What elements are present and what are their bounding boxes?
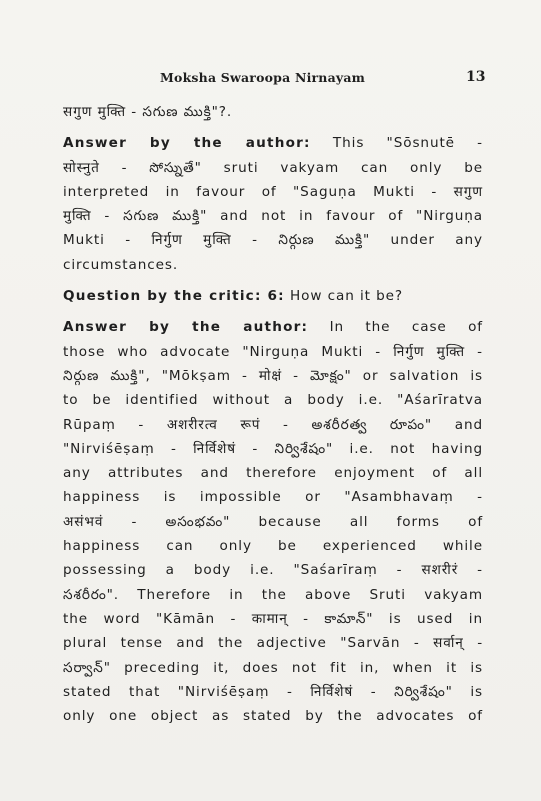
text-line: the word "Kāmān - कामान् - కామాన్" is used in <box>63 610 483 627</box>
text-line: సశరీరం". Therefore in the above Sruti vakyam <box>63 586 483 603</box>
text-line: Answer by the author: In the case of <box>63 319 483 336</box>
text-line: to be identified without a body i.e. "Aśarīratva <box>63 392 483 409</box>
paragraph-answer-2 <box>63 315 483 728</box>
text-line: stated that "Nirviśēṣaṃ - निर्विशेषं - నిర్విశేషం" is <box>63 683 483 700</box>
text-line: circumstances. <box>63 256 179 273</box>
text-line: interpreted in favour of "Saguṇa Mukti - सगुण <box>63 183 483 200</box>
text-line: సర్వాన్" preceding it, does not fit in, when it is <box>63 659 483 676</box>
text-line: any attributes and therefore enjoyment of all <box>63 465 483 482</box>
paragraph-answer-1 <box>63 131 483 277</box>
paragraph-question-6 <box>63 284 483 308</box>
question-heading: Question by the critic: 6: <box>63 288 285 305</box>
text-line: मुक्ति - సగుణ ముక్తి" and not in favour of "Nirguṇa <box>63 208 483 225</box>
text-line: Question by the critic: 6: How can it be? <box>63 288 403 305</box>
answer-heading: Answer by the author: <box>63 319 309 336</box>
paragraph-continuation <box>63 100 483 124</box>
text-line: only one object as stated by the advocates of <box>63 708 483 725</box>
text-line: Rūpaṃ - अशरीरत्व रूपं - అశరీరత్వ రూపం" and <box>63 416 483 433</box>
text-line: happiness is impossible or "Asambhavaṃ - <box>63 489 483 506</box>
page-number: 13 <box>466 69 486 85</box>
text-line: happiness can only be experienced while <box>63 538 483 555</box>
text-line: possessing a body i.e. "Saśarīraṃ - सशरीरं - <box>63 562 483 579</box>
text-line: నిర్గుణ ముక్తి", "Mōkṣam - मोक्षं - మోక్షం" or salvation is <box>63 367 483 384</box>
text-line: those who advocate "Nirguṇa Mukti - निर्गुण मुक्ति - <box>63 343 483 360</box>
text-line: Mukti - निर्गुण मुक्ति - నిర్గుణ ముక్తి" under any <box>63 232 483 249</box>
text-line: plural tense and the adjective "Sarvān - सर्वान् - <box>63 635 483 652</box>
text-line: सोस्नुते - సోస్నుతే" sruti vakyam can only be <box>63 159 483 176</box>
body-text <box>63 100 483 728</box>
answer-heading: Answer by the author: <box>63 135 311 152</box>
text-line: "Nirviśēṣaṃ - निर्विशेषं - నిర్విశేషం" i.e. not having <box>63 440 483 457</box>
running-header-title: Moksha Swaroopa Nirnayam <box>160 70 366 85</box>
text-line: सगुण मुक्ति - సగుణ ముక్తి"?. <box>63 104 233 120</box>
text-line: Answer by the author: This "Sōsnutē - <box>63 135 483 152</box>
text-line: असंभवं - అసంభవం" because all forms of <box>63 513 483 530</box>
